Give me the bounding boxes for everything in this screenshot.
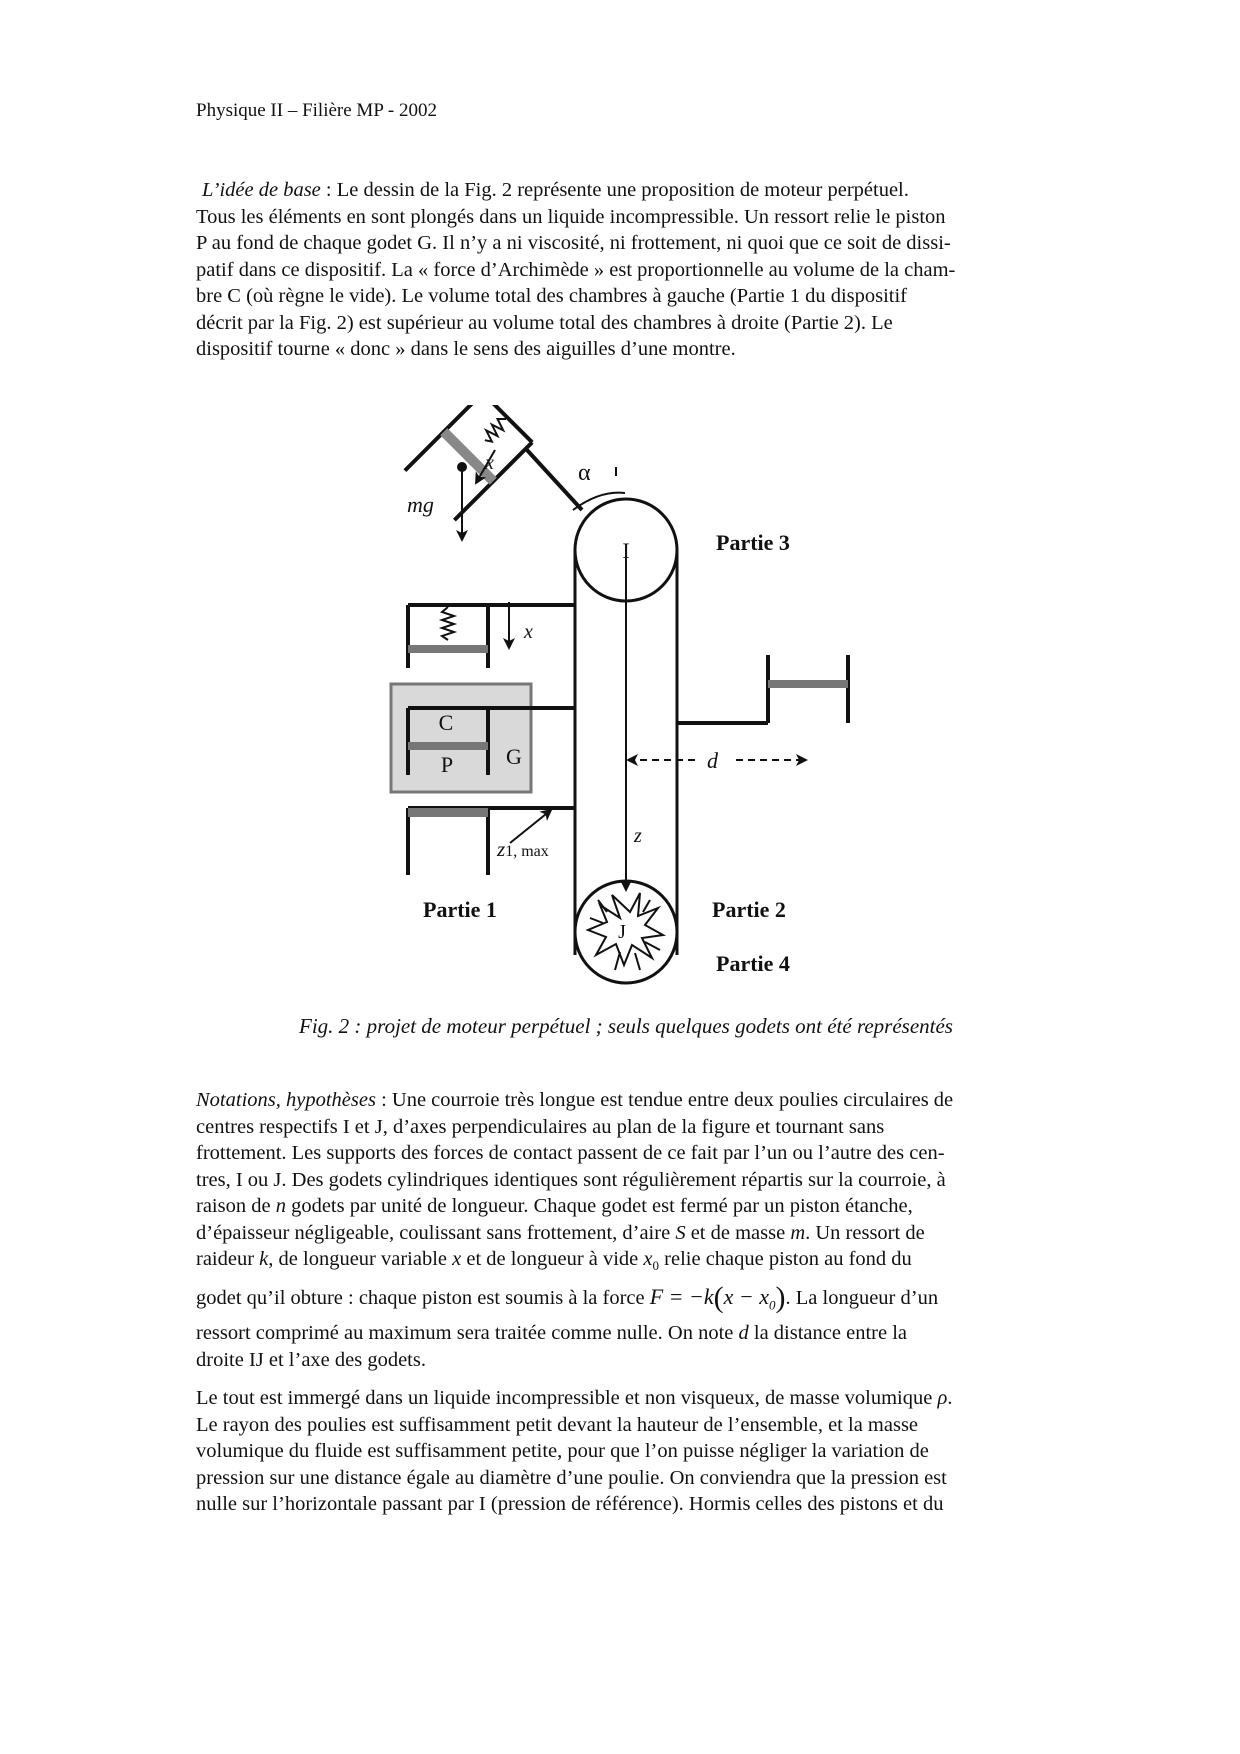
n6c: . Un ressort de: [805, 1221, 925, 1244]
n5b: godets par unité de longueur. Chaque godet est fermé par un piston étanche,: [285, 1195, 913, 1217]
figure-2-diagram: [380, 405, 860, 985]
label-mg: mg: [407, 492, 434, 517]
label-G: G: [506, 744, 522, 769]
formula-inner: x − x: [723, 1283, 770, 1309]
fluid-line-5: nulle sur l’horizontale passant par I (pression de référence). Hormis celles des pistons et du: [196, 1493, 944, 1515]
var-x0-sub: 0: [652, 1258, 660, 1274]
tilted-godet-arm: [527, 450, 582, 510]
fluid-line-1: [196, 1385, 1056, 1412]
n6a: d’épaisseur négligeable, coulissant sans frottement, d’aire: [196, 1221, 676, 1244]
n7d: relie chaque piston au fond du: [659, 1248, 912, 1270]
label-partie1: Partie 1: [423, 897, 497, 922]
label-I: I: [622, 538, 630, 563]
n7c: et de longueur à vide: [461, 1248, 644, 1270]
page-header: Physique II – Filière MP - 2002: [196, 100, 438, 121]
fluid-line-3: volumique du fluide est suffisamment petite, pour que l’on puisse négliger la variation de: [196, 1440, 929, 1462]
label-z1-sub: 1, max: [505, 843, 549, 860]
var-d: d: [738, 1322, 749, 1345]
var-m: m: [790, 1221, 806, 1244]
n9a: ressort comprimé au maximum sera traitée comme nulle. On note: [196, 1322, 739, 1345]
notations-line-2: centres respectifs I et J, d’axes perpendiculaires au plan de la figure et tournant sans: [196, 1115, 885, 1138]
intro-lead: L’idée de base: [202, 179, 321, 201]
label-z1max: [496, 837, 549, 861]
var-k: k: [259, 1248, 269, 1270]
label-x-top: x: [485, 452, 494, 474]
var-S: S: [675, 1221, 686, 1244]
notations-line-6: [196, 1220, 1056, 1247]
right-godet: [677, 655, 848, 723]
n7a: raideur: [196, 1248, 260, 1270]
formula-F: F = −k: [649, 1283, 714, 1309]
intro-paragraph: [196, 177, 1056, 363]
fluid-line-4: pression sur une distance égale au diamètre d’une poulie. On conviendra que la pression est: [196, 1466, 947, 1489]
label-x-left: x: [524, 621, 533, 643]
notations-line-9: [196, 1320, 1056, 1347]
fluid-paragraph: [196, 1385, 1056, 1518]
formula-close-paren: ): [775, 1280, 786, 1314]
notations-line-10: droite IJ et l’axe des godets.: [196, 1348, 426, 1371]
notations-line-7: [196, 1246, 1056, 1280]
intro-line-7: dispositif tourne « donc » dans le sens des aiguilles d’une montre.: [196, 338, 736, 360]
left-godet-upper: [408, 605, 575, 668]
p3a: Le tout est immergé dans un liquide incompressible et non visqueux, de masse volumique: [196, 1387, 938, 1409]
label-partie3: Partie 3: [716, 530, 790, 555]
n5a: raison de: [196, 1195, 276, 1217]
var-rho: ρ: [937, 1387, 948, 1409]
notations-paragraph: [196, 1087, 1056, 1373]
intro-line-2: Tous les éléments en sont plongés dans un liquide incompressible. Un ressort relie le piston: [196, 205, 946, 228]
highlight-box: [391, 684, 531, 792]
intro-line-3: P au fond de chaque godet G. Il n’y a ni viscosité, ni frottement, ni quoi que ce soit de dissi-: [196, 232, 951, 254]
var-n: n: [275, 1195, 286, 1217]
label-z1: z: [497, 837, 506, 861]
left-godet-lower: [408, 808, 575, 875]
label-partie4: Partie 4: [716, 951, 790, 976]
n8a: godet qu’il obture : chaque piston est soumis à la force: [196, 1286, 650, 1309]
intro-line-6: décrit par la Fig. 2) est supérieur au volume total des chambres à droite (Partie 2). Le: [196, 311, 893, 334]
var-x0: x: [643, 1248, 653, 1270]
n8b: . La longueur d’un: [785, 1286, 939, 1309]
formula-inner-sub: 0: [769, 1296, 776, 1312]
pulley-J: [575, 881, 677, 983]
figure-caption: Fig. 2 : projet de moteur perpétuel ; seuls quelques godets ont été représentés: [299, 1014, 953, 1038]
notations-line-3: frottement. Les supports des forces de contact passent de ce fait par l’un ou l’autre des cen-: [196, 1142, 945, 1164]
label-J: J: [618, 921, 626, 943]
n7b: , de longueur variable: [268, 1248, 453, 1270]
var-x: x: [452, 1248, 462, 1270]
force-formula: [649, 1280, 786, 1314]
intro-line-4: patif dans ce dispositif. La « force d’Archimède » est proportionnelle au volume de la cham-: [196, 258, 956, 281]
notations-line-4: tres, I ou J. Des godets cylindriques identiques sont régulièrement répartis sur la courroie, à: [196, 1168, 946, 1191]
intro-line-1: [196, 177, 1056, 204]
label-partie2: Partie 2: [712, 897, 786, 922]
label-P: P: [440, 752, 454, 777]
z1max-arrow: [510, 810, 551, 843]
notations-lead: Notations, hypothèses: [196, 1089, 376, 1111]
label-d: d: [707, 748, 718, 773]
intro-text-1: : Le dessin de la Fig. 2 représente une proposition de moteur perpétuel.: [320, 179, 909, 201]
label-C: C: [438, 710, 454, 735]
label-z: z: [634, 825, 642, 847]
n9b: la distance entre la: [748, 1322, 907, 1345]
notations-line-5: [196, 1193, 1056, 1220]
intro-line-5: bre C (où règne le vide). Le volume total des chambres à gauche (Partie 1 du dispositif: [196, 285, 908, 307]
p3b: .: [947, 1387, 953, 1409]
label-alpha: α: [578, 460, 591, 486]
fluid-line-2: Le rayon des poulies est suffisamment petit devant la hauteur de l’ensemble, et la masse: [196, 1413, 919, 1436]
notations-line-1: [196, 1087, 1056, 1114]
formula-open-paren: (: [713, 1280, 724, 1314]
n6b: et de masse: [685, 1221, 791, 1244]
notations-text-1: : Une courroie très longue est tendue entre deux poulies circulaires de: [375, 1089, 954, 1111]
notations-line-8: [196, 1280, 1056, 1319]
